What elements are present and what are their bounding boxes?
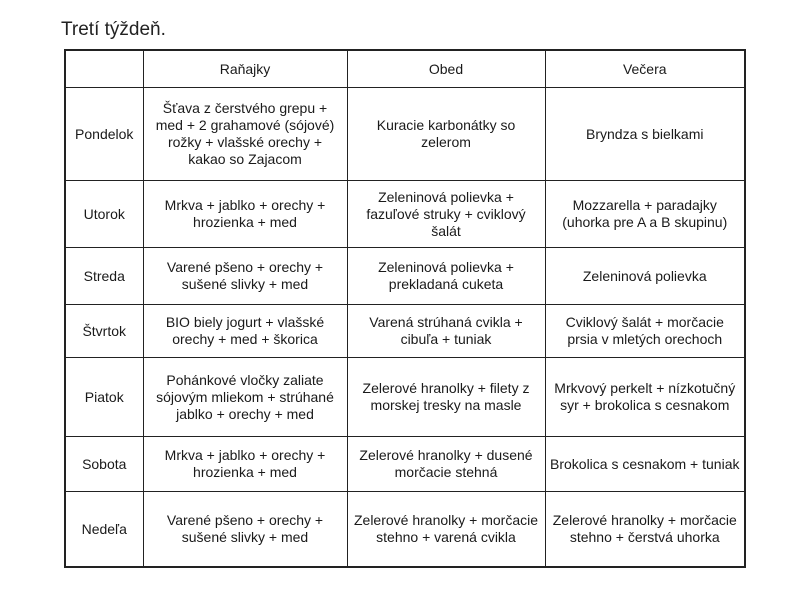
breakfast-cell: Varené pšeno + orechy + sušené slivky + med: [143, 248, 347, 305]
table-row: [65, 181, 745, 248]
lunch-cell: Varená strúhaná cvikla + cibuľa + tuniak: [347, 305, 545, 358]
day-cell: Štvrtok: [65, 305, 143, 358]
table-header-row: [65, 50, 745, 88]
lunch-cell: Zelerové hranolky + morčacie stehno + varená cvikla: [347, 492, 545, 568]
lunch-cell: Zeleninová polievka + fazuľové struky + cviklový šalát: [347, 181, 545, 248]
breakfast-cell: Mrkva + jablko + orechy + hrozienka + med: [143, 437, 347, 492]
dinner-cell: Brokolica s cesnakom + tuniak: [545, 437, 745, 492]
breakfast-cell: Pohánkové vločky zaliate sójovým mliekom + strúhané jablko + orechy + med: [143, 358, 347, 437]
day-cell: Pondelok: [65, 88, 143, 181]
dinner-cell: Bryndza s bielkami: [545, 88, 745, 181]
dinner-cell: Mrkvový perkelt + nízkotučný syr + brokolica s cesnakom: [545, 358, 745, 437]
day-cell: Piatok: [65, 358, 143, 437]
breakfast-cell: Mrkva + jablko + orechy + hrozienka + med: [143, 181, 347, 248]
breakfast-cell: BIO biely jogurt + vlašské orechy + med + škorica: [143, 305, 347, 358]
dinner-cell: Cviklový šalát + morčacie prsia v mletých orechoch: [545, 305, 745, 358]
day-cell: Streda: [65, 248, 143, 305]
lunch-cell: Zelerové hranolky + dusené morčacie stehná: [347, 437, 545, 492]
page-title: Tretí týždeň.: [61, 19, 166, 40]
day-cell: Nedeľa: [65, 492, 143, 568]
header-lunch: Obed: [347, 50, 545, 88]
breakfast-cell: Šťava z čerstvého grepu + med + 2 grahamové (sójové) rožky + vlašské orechy + kakao so Zajacom: [143, 88, 347, 181]
dinner-cell: Zelerové hranolky + morčacie stehno + čerstvá uhorka: [545, 492, 745, 568]
meal-plan-table: [64, 49, 746, 568]
breakfast-cell: Varené pšeno + orechy + sušené slivky + med: [143, 492, 347, 568]
header-day: [65, 50, 143, 88]
table-row: [65, 437, 745, 492]
table-row: [65, 305, 745, 358]
header-breakfast: Raňajky: [143, 50, 347, 88]
header-dinner: Večera: [545, 50, 745, 88]
lunch-cell: Zelerové hranolky + filety z morskej tresky na masle: [347, 358, 545, 437]
dinner-cell: Mozzarella + paradajky (uhorka pre A a B skupinu): [545, 181, 745, 248]
table-row: [65, 88, 745, 181]
table-row: [65, 358, 745, 437]
lunch-cell: Zeleninová polievka + prekladaná cuketa: [347, 248, 545, 305]
day-cell: Utorok: [65, 181, 143, 248]
table-row: [65, 248, 745, 305]
table-row: [65, 492, 745, 568]
dinner-cell: Zeleninová polievka: [545, 248, 745, 305]
day-cell: Sobota: [65, 437, 143, 492]
lunch-cell: Kuracie karbonátky so zelerom: [347, 88, 545, 181]
